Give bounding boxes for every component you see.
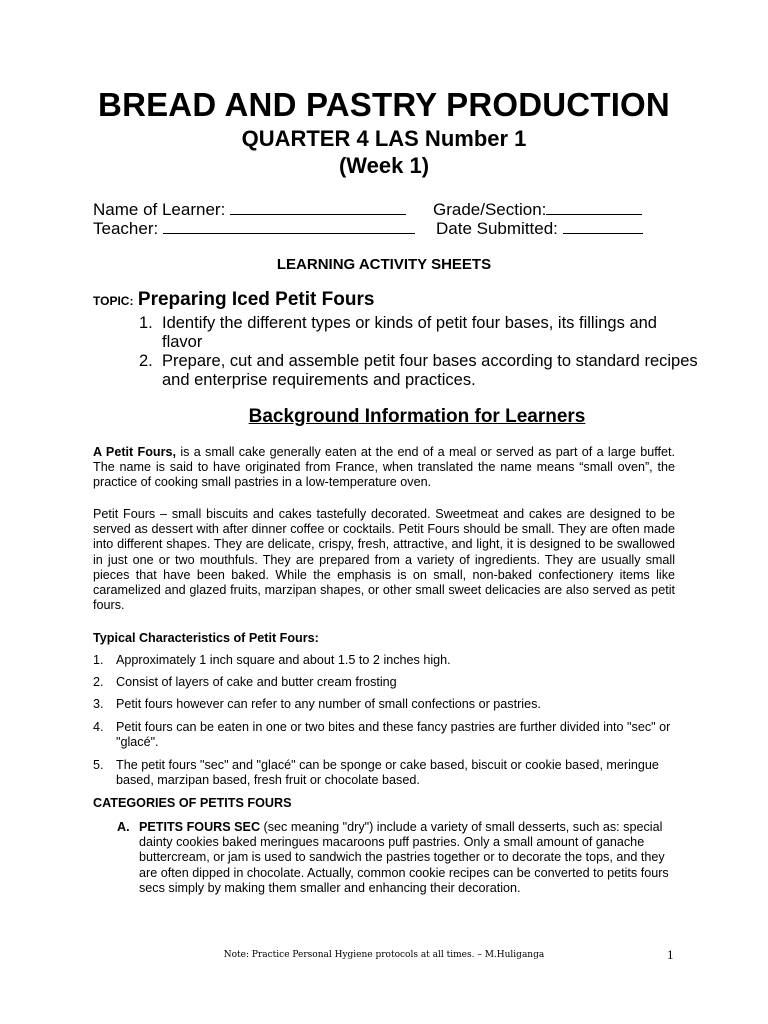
list-item <box>93 758 675 788</box>
category-item <box>117 820 677 896</box>
list-number: 2. <box>93 675 104 689</box>
las-heading: LEARNING ACTIVITY SHEETS <box>276 256 492 273</box>
name-label: Name of Learner: <box>93 200 226 219</box>
teacher-blank[interactable] <box>163 219 415 234</box>
objective-number: 1. <box>139 314 153 332</box>
characteristics-heading: Typical Characteristics of Petit Fours: <box>93 631 319 645</box>
topic-title: Preparing Iced Petit Fours <box>137 289 375 310</box>
description-paragraph: Petit Fours – small biscuits and cakes tastefully decorated. Sweetmeat and cakes are designed to be served as dessert with after dinner coffee or cocktails. Petit Fours should be small. They are often made into different shapes. They are delicate, crispy, fresh, attractive, and light, it is designed to be swallowed in just one or two mouthfuls. They are prepared from a variety of ingredients. They are usually small pieces that have been baked. While the emphasis is on small, non-baked confectionery items like caramelized and glazed fruits, marzipan shapes, or other small sweet delicacies are also served as petit fours. <box>93 507 675 613</box>
list-text: Consist of layers of cake and butter cream frosting <box>116 675 397 689</box>
teacher-field <box>93 219 415 239</box>
background-heading <box>0 406 768 428</box>
list-text: Approximately 1 inch square and about 1.5 to 2 inches high. <box>116 653 451 667</box>
list-number: 1. <box>93 653 104 667</box>
list-item <box>93 697 675 712</box>
list-text: Petit fours however can refer to any number of small confections or pastries. <box>116 697 541 711</box>
name-field <box>93 200 406 220</box>
list-item <box>93 675 675 690</box>
list-number: 3. <box>93 697 104 711</box>
objective-text: Prepare, cut and assemble petit four bases according to standard recipes and enterprise requirements and practices. <box>162 352 698 389</box>
category-description: (sec meaning "dry") include a variety of small desserts, such as: special dainty cookies baked meringues macaroons puff pastries. Only a small amount of ganache buttercream, or jam is used to sandwich the pastries together or to decorate the tops, and they are often dipped in chocolate. Actually, common cookie recipes can be converted to petits fours secs simply by making them smaller and enhancing their decoration. <box>139 820 669 895</box>
category-text <box>139 820 677 896</box>
categories-heading: CATEGORIES OF PETITS FOURS <box>93 796 292 810</box>
objective-item <box>139 314 699 352</box>
grade-blank[interactable] <box>546 200 642 215</box>
date-blank[interactable] <box>563 219 643 234</box>
grade-label: Grade/Section: <box>433 200 547 219</box>
list-item <box>93 653 675 668</box>
background-heading-text: Background Information for Learners <box>248 406 586 427</box>
list-number: 5. <box>93 758 104 772</box>
teacher-label: Teacher: <box>93 219 159 238</box>
name-blank[interactable] <box>230 200 406 215</box>
grade-field <box>433 200 642 220</box>
objective-number: 2. <box>139 352 153 370</box>
topic-label: TOPIC: <box>93 294 134 308</box>
document-subtitle: QUARTER 4 LAS Number 1 <box>241 126 527 151</box>
document-title: BREAD AND PASTRY PRODUCTION <box>98 86 670 123</box>
objective-text: Identify the different types or kinds of petit four bases, its fillings and flavor <box>162 314 657 351</box>
list-item <box>93 720 675 750</box>
date-field <box>436 219 643 239</box>
category-title: PETITS FOURS SEC <box>139 820 261 834</box>
list-text: The petit fours "sec" and "glacé" can be sponge or cake based, biscuit or cookie based, meringue based, marzipan based, fresh fruit or chocolate based. <box>116 758 659 788</box>
date-label: Date Submitted: <box>436 219 558 238</box>
category-letter: A. <box>117 820 130 834</box>
topic <box>93 289 374 311</box>
intro-term: A Petit Fours, <box>93 445 177 459</box>
intro-text: is a small cake generally eaten at the end of a meal or served as part of a large buffet. The name is said to have originated from France, when translated the name means “small oven”, the practice of cooking small pastries in a low-temperature oven. <box>93 445 675 490</box>
list-number: 4. <box>93 720 104 734</box>
objective-item <box>139 352 699 390</box>
list-text: Petit fours can be eaten in one or two bites and these fancy pastries are further divided into "sec" or "glacé". <box>116 720 671 750</box>
page-number: 1 <box>667 947 674 962</box>
intro-paragraph <box>93 445 675 491</box>
document-week: (Week 1) <box>338 153 430 178</box>
footer-note: Note: Practice Personal Hygiene protocols at all times. – M.Huliganga <box>223 950 545 960</box>
